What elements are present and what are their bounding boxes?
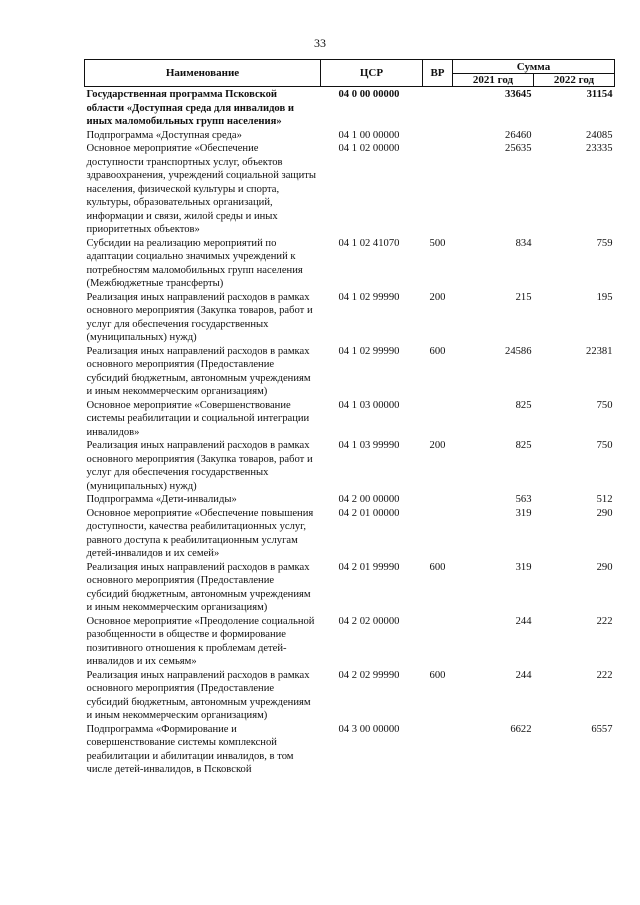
cell-2021: 26460: [505, 129, 532, 141]
cell-vr: [423, 507, 453, 561]
cell-2022: 31154: [586, 89, 613, 100]
cell-csr: 04 0 00 00000: [338, 89, 400, 100]
cell-name: Реализация иных направлений расходов в рамках основного мероприятия (Закупка товаров, работ и услуг для обеспечения государственных (муниципальных) нужд): [86, 291, 313, 343]
table-row: [85, 561, 615, 615]
header-sum: Сумма: [453, 60, 615, 74]
table-row: [85, 507, 615, 561]
cell-2021: 33645: [505, 89, 532, 100]
page-number: 33: [314, 36, 326, 50]
cell-2021: 319: [515, 507, 532, 519]
cell-csr: 04 1 00 00000: [338, 129, 400, 141]
cell-2021: 825: [515, 399, 532, 411]
cell-csr: 04 2 02 00000: [338, 615, 400, 627]
cell-2022: 750: [596, 440, 613, 451]
cell-vr: 500: [429, 237, 446, 249]
cell-2022: 222: [596, 669, 613, 681]
cell-2021: 215: [515, 291, 532, 303]
table-row: [85, 723, 615, 777]
cell-name: Основное мероприятие «Совершенствование системы реабилитации и социальной интеграции инвалидов»: [86, 399, 310, 438]
cell-2021: 563: [515, 494, 532, 505]
table-row: [85, 439, 615, 493]
cell-vr: [423, 723, 453, 777]
cell-csr: 04 2 00 00000: [338, 494, 400, 505]
cell-name: Подпрограмма «Доступная среда»: [86, 129, 242, 141]
budget-table: [84, 59, 615, 777]
header-vr: ВР: [423, 60, 453, 87]
table-row: [85, 669, 615, 723]
table-row: [85, 345, 615, 399]
cell-vr: 600: [429, 345, 446, 357]
cell-2022: 290: [596, 507, 613, 519]
cell-2022: 750: [596, 399, 613, 411]
cell-2021: 834: [515, 237, 532, 249]
cell-2022: 759: [596, 237, 613, 249]
cell-vr: [423, 87, 453, 129]
cell-2022: 222: [596, 615, 613, 627]
cell-vr: [423, 129, 453, 143]
cell-vr: [423, 493, 453, 507]
table-row: [85, 142, 615, 237]
cell-vr: [423, 615, 453, 669]
cell-vr: 600: [429, 669, 446, 681]
table-body: [85, 87, 615, 777]
header-csr: ЦСР: [321, 60, 423, 87]
cell-2021: 825: [515, 440, 532, 451]
cell-csr: 04 3 00 00000: [338, 723, 400, 735]
cell-csr: 04 2 01 00000: [338, 507, 400, 519]
cell-2022: 6557: [591, 723, 613, 735]
cell-2022: 24085: [586, 129, 613, 141]
cell-2022: 195: [596, 291, 613, 303]
cell-name: Реализация иных направлений расходов в рамках основного мероприятия (Предоставление субсидий бюджетным, автономным учреждениям и иным некоммерческим организациям): [86, 561, 311, 613]
header-year-2021: 2021 год: [453, 74, 534, 87]
cell-csr: 04 2 01 99990: [338, 561, 400, 573]
cell-2021: 244: [515, 669, 532, 681]
cell-csr: 04 1 02 99990: [338, 291, 400, 303]
cell-2021: 24586: [505, 345, 532, 357]
cell-name: Подпрограмма «Формирование и совершенствование системы комплексной реабилитации и абилитации инвалидов, в том числе детей-инвалидов, в Псковской: [86, 723, 294, 775]
cell-name: Реализация иных направлений расходов в рамках основного мероприятия (Закупка товаров, работ и услуг для обеспечения государственных (муниципальных) нужд): [86, 440, 313, 492]
table-row: [85, 493, 615, 507]
cell-name: Субсидии на реализацию мероприятий по адаптации социально значимых учреждений к потребностям маломобильных групп населения (Межбюджетные трансферты): [86, 237, 303, 289]
cell-name: Основное мероприятие «Преодоление социальной разобщенности в обществе и формирование позитивного отношения к проблемам детей-инвалидов и их семьям»: [86, 615, 315, 667]
cell-name: Основное мероприятие «Обеспечение доступности транспортных услуг, объектов здравоохранения, учреждений социальной защиты населения, физической культуры и спорта, культуры, образовательных организаций, информации и связи, жилой среды и иных приоритетных объектов»: [86, 143, 317, 235]
cell-csr: 04 1 02 99990: [338, 345, 400, 357]
table-row: [85, 87, 615, 129]
cell-vr: 200: [429, 291, 446, 303]
cell-2021: 319: [515, 561, 532, 573]
cell-2022: 22381: [586, 345, 613, 357]
cell-2022: 512: [596, 494, 613, 505]
cell-name: Реализация иных направлений расходов в рамках основного мероприятия (Предоставление субсидий бюджетным, автономным учреждениям и иным некоммерческим организациям): [86, 345, 311, 397]
cell-name: Реализация иных направлений расходов в рамках основного мероприятия (Предоставление субсидий бюджетным, автономным учреждениям и иным некоммерческим организациям): [86, 669, 311, 721]
cell-csr: 04 1 02 00000: [338, 143, 400, 154]
cell-2021: 244: [515, 615, 532, 627]
cell-name: Государственная программа Псковской области «Доступная среда для инвалидов и иных маломобильных групп населения»: [86, 89, 294, 127]
cell-vr: 600: [429, 561, 446, 573]
cell-csr: 04 1 02 41070: [338, 237, 400, 249]
cell-2021: 6622: [510, 723, 532, 735]
table-row: [85, 291, 615, 345]
cell-csr: 04 1 03 99990: [338, 440, 400, 451]
table-row: [85, 399, 615, 440]
cell-name: Подпрограмма «Дети-инвалиды»: [86, 494, 237, 505]
cell-2022: 290: [596, 561, 613, 573]
cell-2022: 23335: [586, 143, 613, 154]
table-row: [85, 237, 615, 291]
cell-csr: 04 1 03 00000: [338, 399, 400, 411]
cell-vr: 200: [429, 440, 446, 451]
table-row: [85, 129, 615, 143]
table-header: [85, 60, 615, 87]
header-year-2022: 2022 год: [534, 74, 615, 87]
cell-vr: [423, 399, 453, 440]
cell-2021: 25635: [505, 143, 532, 154]
cell-csr: 04 2 02 99990: [338, 669, 400, 681]
table-row: [85, 615, 615, 669]
header-name: Наименование: [85, 60, 321, 87]
cell-vr: [423, 142, 453, 237]
cell-name: Основное мероприятие «Обеспечение повышения доступности, качества реабилитационных услуг, равного доступа к реабилитационным услугам детей-инвалидов и их семей»: [86, 507, 314, 559]
